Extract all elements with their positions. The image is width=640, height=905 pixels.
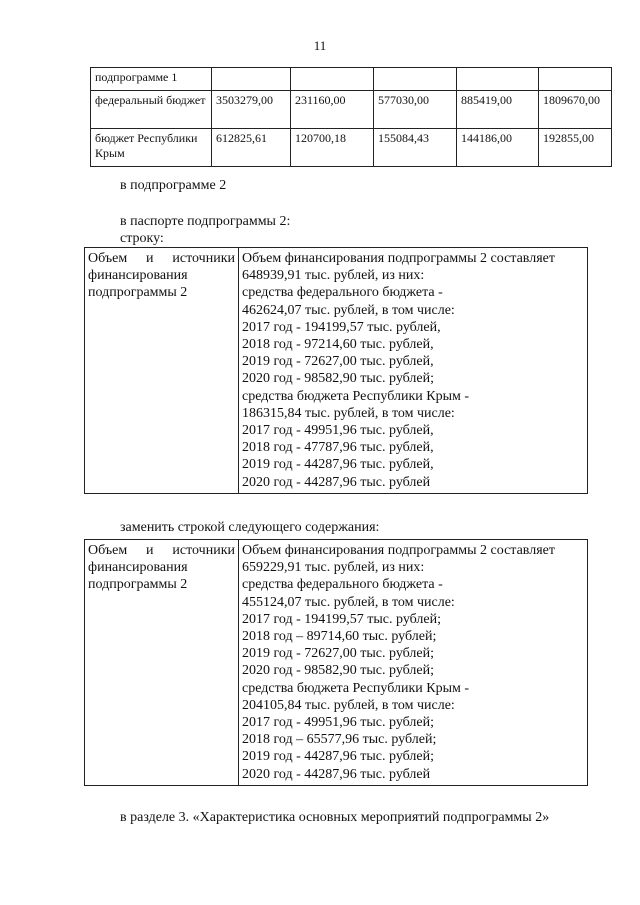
content-line: 2019 год - 72627,00 тыс. рублей,: [242, 354, 434, 370]
cell: 3503279,00: [212, 91, 291, 129]
row-label: федеральный бюджет: [91, 91, 212, 129]
cell: [374, 68, 457, 91]
label-line: [88, 250, 235, 267]
row-content-cell: [239, 540, 588, 786]
label-line: финансирования: [88, 268, 188, 284]
content-line: 2019 год - 72627,00 тыс. рублей;: [242, 646, 435, 662]
label-line: подпрограммы 2: [88, 285, 188, 301]
paragraph-subprogram-2: в подпрограмме 2: [120, 178, 227, 193]
table-row: [91, 129, 612, 167]
content-line: средства бюджета Республики Крым -: [242, 388, 470, 404]
table-row: [85, 540, 588, 786]
row-label: подпрограмме 1: [91, 68, 212, 91]
label-word: источники: [172, 543, 235, 558]
label-word: Объем: [88, 251, 128, 266]
row-label-cell: [85, 540, 239, 786]
label-line: финансирования: [88, 560, 188, 576]
content-line: Объем финансирования подпрограммы 2 составляет: [242, 251, 555, 266]
content-line: 659229,91 тыс. рублей, из них:: [242, 560, 425, 576]
cell: 155084,43: [374, 129, 457, 167]
table-row: [85, 248, 588, 494]
cell: 577030,00: [374, 91, 457, 129]
cell: 612825,61: [212, 129, 291, 167]
content-line: 2017 год - 194199,57 тыс. рублей;: [242, 611, 442, 627]
paragraph-passport: в паспорте подпрограммы 2:: [120, 214, 291, 229]
content-line: 2018 год - 47787,96 тыс. рублей,: [242, 440, 434, 456]
label-word: и: [146, 543, 154, 558]
cell: 144186,00: [457, 129, 539, 167]
cell: [539, 68, 612, 91]
table-row: [91, 68, 612, 91]
cell: [291, 68, 374, 91]
content-line: 455124,07 тыс. рублей, в том числе:: [242, 594, 455, 610]
row-label-cell: [85, 248, 239, 494]
table-row: [91, 91, 612, 129]
content-line: средства федерального бюджета -: [242, 285, 443, 301]
content-line: 2017 год - 49951,96 тыс. рублей;: [242, 715, 435, 731]
paragraph-row: строку:: [120, 231, 164, 246]
content-line: 2019 год - 44287,96 тыс. рублей;: [242, 749, 435, 765]
cell: 1809670,00: [539, 91, 612, 129]
content-line: Объем финансирования подпрограммы 2 составляет: [242, 543, 555, 558]
content-line: 2017 год - 194199,57 тыс. рублей,: [242, 319, 441, 335]
content-line: средства бюджета Республики Крым -: [242, 680, 470, 696]
cell: 885419,00: [457, 91, 539, 129]
content-line: средства федерального бюджета -: [242, 577, 443, 593]
label-word: источники: [172, 251, 235, 266]
row-content-cell: [239, 248, 588, 494]
content-line: 2018 год – 89714,60 тыс. рублей;: [242, 629, 437, 645]
cell: 192855,00: [539, 129, 612, 167]
content-line: 2020 год - 98582,90 тыс. рублей;: [242, 663, 435, 679]
content-line: 186315,84 тыс. рублей, в том числе:: [242, 405, 455, 421]
content-line: 648939,91 тыс. рублей, из них:: [242, 268, 425, 284]
label-word: Объем: [88, 543, 128, 558]
cell: 120700,18: [291, 129, 374, 167]
content-line: 2019 год - 44287,96 тыс. рублей,: [242, 457, 434, 473]
old-row-table: [84, 247, 588, 494]
content-line: 204105,84 тыс. рублей, в том числе:: [242, 697, 455, 713]
paragraph-section-3: в разделе 3. «Характеристика основных мероприятий подпрограммы 2»: [120, 810, 550, 825]
content-line: 2018 год - 97214,60 тыс. рублей,: [242, 337, 434, 353]
content-line: 2020 год - 98582,90 тыс. рублей;: [242, 371, 435, 387]
cell: [457, 68, 539, 91]
cell: [212, 68, 291, 91]
budget-table: [90, 67, 612, 167]
label-line: подпрограммы 2: [88, 577, 188, 593]
row-label: бюджет Республики Крым: [91, 129, 212, 167]
label-word: и: [146, 251, 154, 266]
label-line: [88, 542, 235, 559]
content-line: 462624,07 тыс. рублей, в том числе:: [242, 302, 455, 318]
content-line: 2020 год - 44287,96 тыс. рублей: [242, 474, 431, 490]
page-number: 11: [313, 38, 327, 53]
cell: 231160,00: [291, 91, 374, 129]
content-line: 2018 год – 65577,96 тыс. рублей;: [242, 732, 437, 748]
content-line: 2020 год - 44287,96 тыс. рублей: [242, 766, 431, 782]
new-row-table: [84, 539, 588, 786]
paragraph-replace: заменить строкой следующего содержания:: [120, 520, 380, 535]
content-line: 2017 год - 49951,96 тыс. рублей,: [242, 423, 434, 439]
